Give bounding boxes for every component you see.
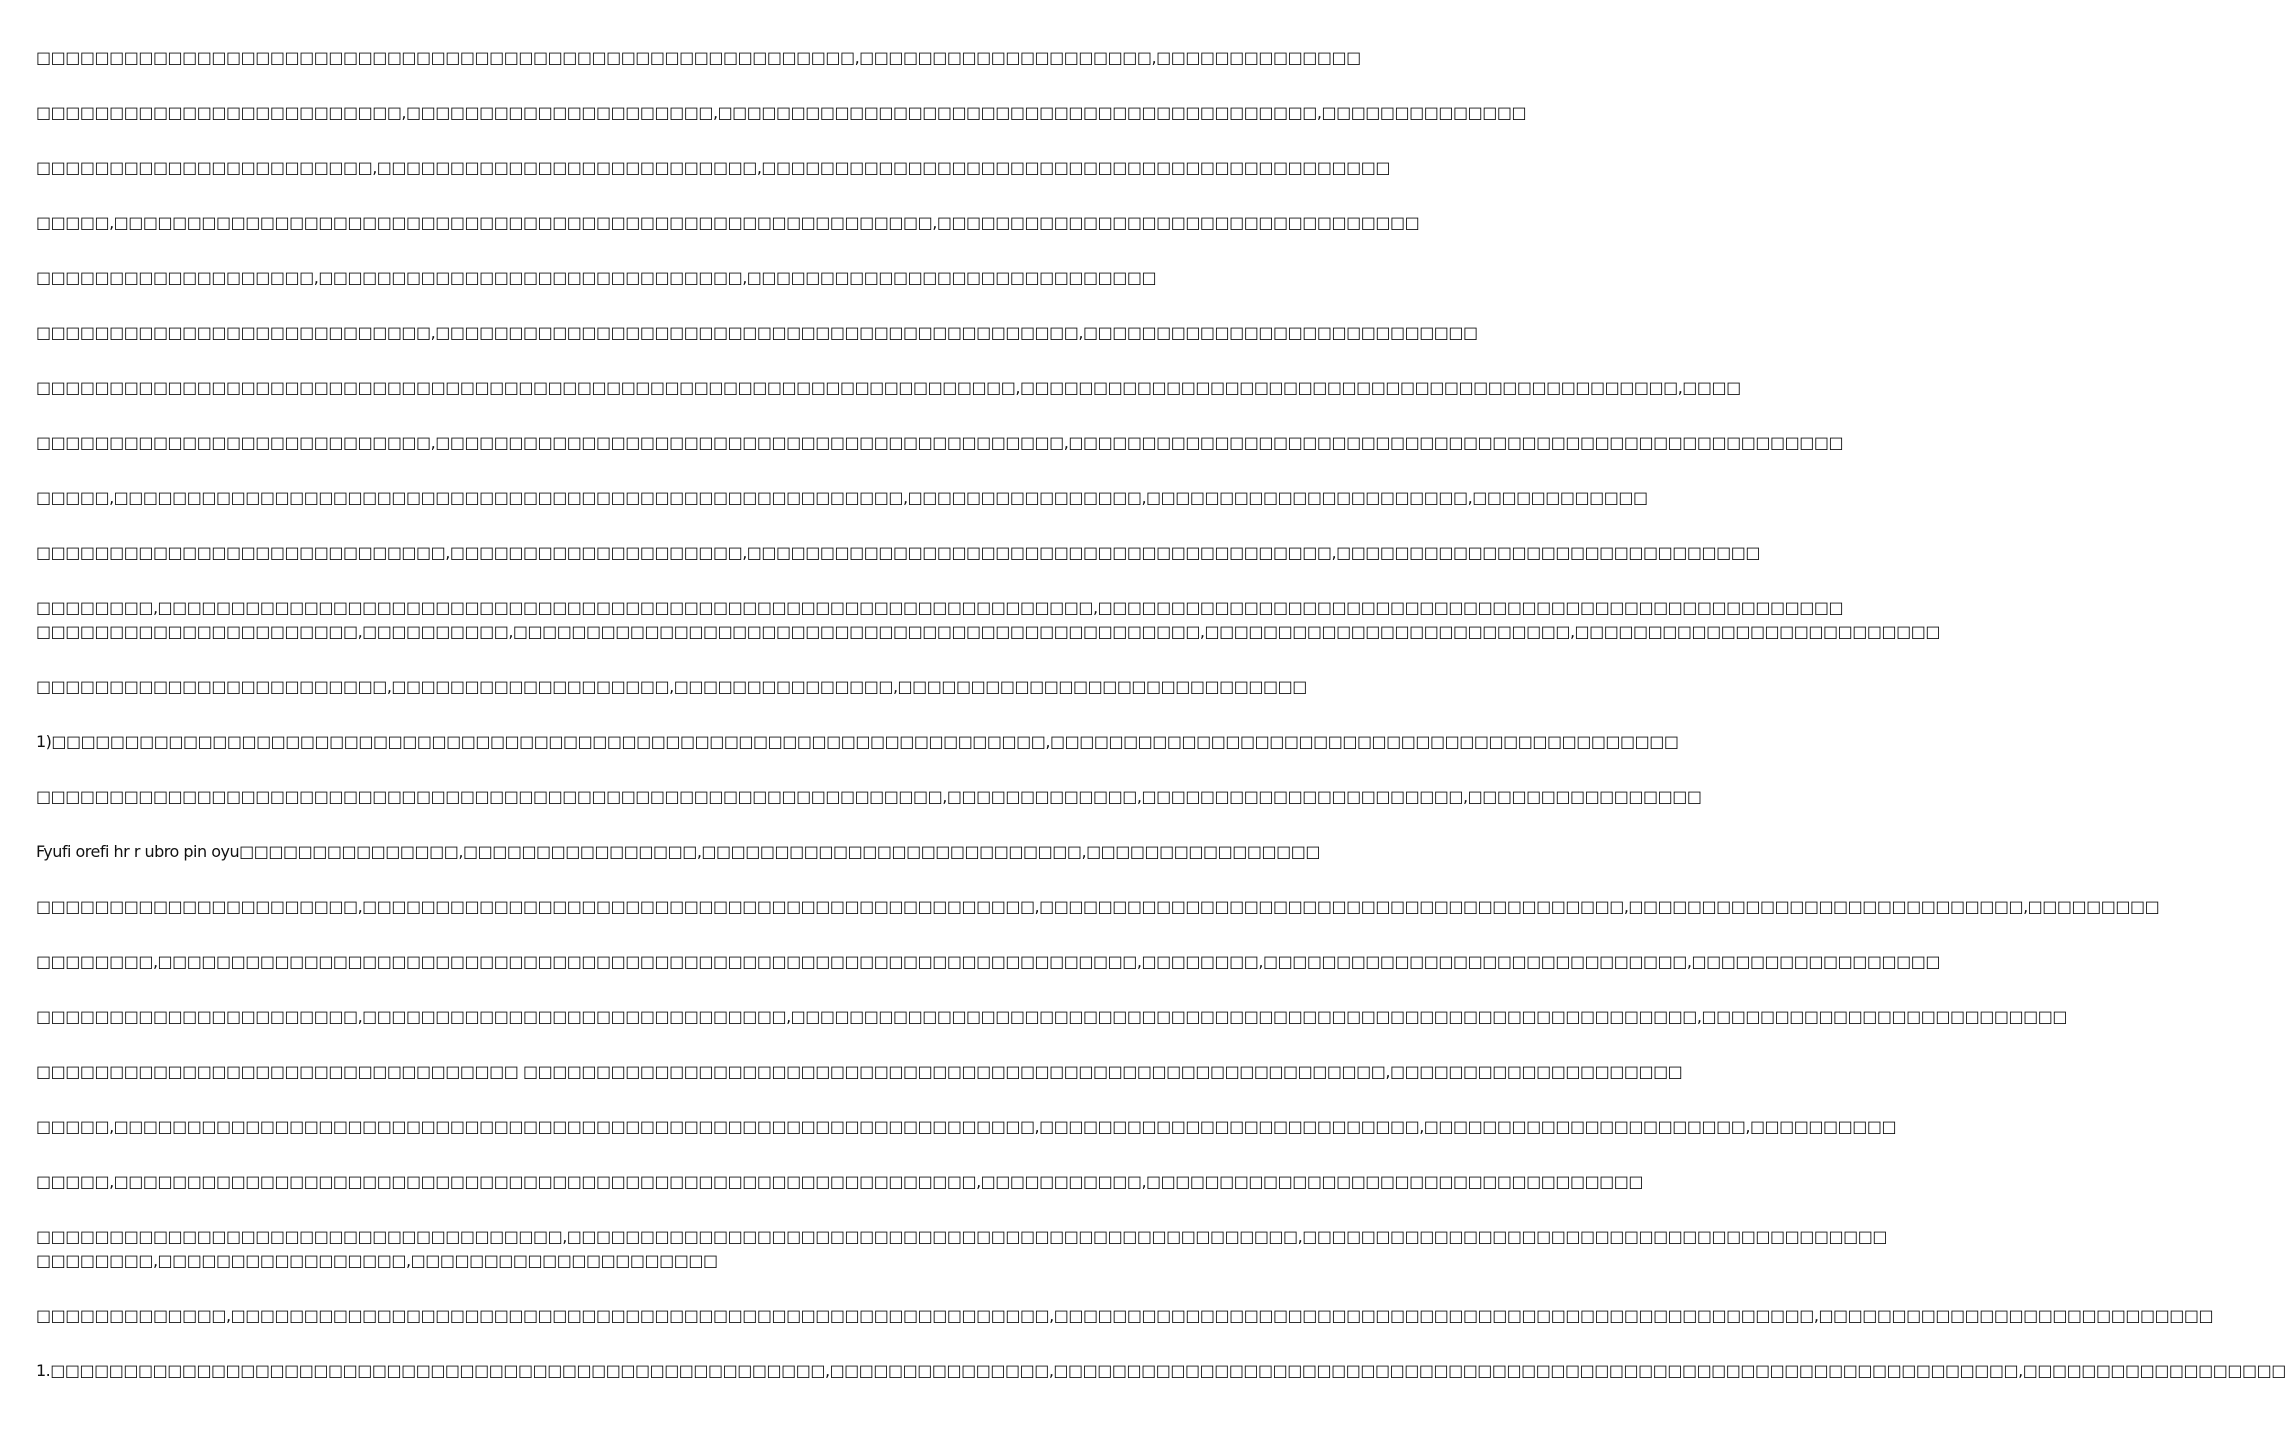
paragraph: □□□□□□□□□□□□□□□□□□□□□□□□□□□□□□□□□□□□□□□□□□□□□□□□□□□□□□□□□□□□□□,□□□□□□□□□□□□□,□□□□□□□□□□□□□□□□□□□□□□,□□□□□□□□□□□□□□□□ bbox=[36, 787, 1702, 806]
paragraph: □□□□□□□□□□□□□□□□□□□□□□□□□,□□□□□□□□□□□□□□□□□□□□□,□□□□□□□□□□□□□□□□□□□□□□□□□□□□□□□□□□□□□□□□□,□□□□□□□□□□□□□□ bbox=[36, 103, 1527, 122]
paragraph: 1.□□□□□□□□□□□□□□□□□□□□□□□□□□□□□□□□□□□□□□□□□□□□□□□□□□□□□,□□□□□□□□□□□□□□□,□□□□□□□□□□□□□□□□□□□□□□□□□□□□□□□□□□□□□□□□□□□□□□□□□□□□□□□□□□□□□□□□□□,□□□□□□□□□□□□□□□□□□ bbox=[36, 1361, 2286, 1380]
paragraph: □□□□□□□□□□□□□□□□□□□□□□,□□□□□□□□□□□□□□□□□□□□□□□□□□□□□□□□□□□□□□□□□□□□□□,□□□□□□□□□□□□□□□□□□□□□□□□□□□□□□□□□□□□□□□□,□□□□□□□□□□□□□□□□□□□□□□□□□□□,□□□□□□□□□ bbox=[36, 897, 2160, 916]
paragraph: □□□□□□□□□□□□□□□□□□□□□□□□□□□□□□□□□ □□□□□□□□□□□□□□□□□□□□□□□□□□□□□□□□□□□□□□□□□□□□□□□□□□□□□□□□□□□,□□□□□□□□□□□□□□□□□□□□ bbox=[36, 1062, 1683, 1081]
paragraph: □□□□□,□□□□□□□□□□□□□□□□□□□□□□□□□□□□□□□□□□□□□□□□□□□□□□□□□□□□□□,□□□□□□□□□□□□□□□□,□□□□□□□□□□□□□□□□□□□□□□,□□□□□□□□□□□□ bbox=[36, 488, 1648, 507]
paragraph: □□□□□□□□□□□□□□□□□□□□□□□□□□□□□□□□□□□□□□□□□□□□□□□□□□□□□□□□□□□□□□□□□□□,□□□□□□□□□□□□□□□□□□□□□□□□□□□□□□□□□□□□□□□□□□□□□,□□□□ bbox=[36, 378, 1741, 397]
paragraph: □□□□□,□□□□□□□□□□□□□□□□□□□□□□□□□□□□□□□□□□□□□□□□□□□□□□□□□□□□□□□□,□□□□□□□□□□□□□□□□□□□□□□□□□□□□□□□□□ bbox=[36, 213, 1420, 232]
paragraph: □□□□□□□□□□□□□□□□□□□□□□,□□□□□□□□□□□□□□□□□□□□□□□□□□□□□,□□□□□□□□□□□□□□□□□□□□□□□□□□□□□□□□□□□□□□□□□□□□□□□□□□□□□□□□□□□□□□,□□□□□□□□□□□□□□□□□□□□□□□□□ bbox=[36, 1007, 2067, 1026]
document-body bbox=[36, 46, 2286, 1414]
paragraph: □□□□□□□□,□□□□□□□□□□□□□□□□□□□□□□□□□□□□□□□□□□□□□□□□□□□□□□□□□□□□□□□□□□□□□□□□,□□□□□□□□□□□□□□□□□□□□□□□□□□□□□□□□□□□□□□□□□□□□□□□□□□□ □□□□□□□□□□□□□□□□□□□□□□,□□□□□□□□□□,□□□□□□□□□□□□□□□□□□□□□□□□□□□□□□□□□□□□□□□□□□□□□□□,□□□□□□□□□□□□□□□□□□□□□□□□□,□□□□□□□□□□□□□□□□□□□□□□□□□ bbox=[36, 598, 1940, 641]
paragraph: □□□□□□□□□□□□□□□□□□□□□□□□□□□,□□□□□□□□□□□□□□□□□□□□□□□□□□□□□□□□□□□□□□□□□□□□,□□□□□□□□□□□□□□□□□□□□□□□□□□□ bbox=[36, 323, 1478, 342]
paragraph: □□□□□□□□□□□□□,□□□□□□□□□□□□□□□□□□□□□□□□□□□□□□□□□□□□□□□□□□□□□□□□□□□□□□□□,□□□□□□□□□□□□□□□□□□□□□□□□□□□□□□□□□□□□□□□□□□□□□□□□□□□□,□□□□□□□□□□□□□□□□□□□□□□□□□□□ bbox=[36, 1306, 2214, 1325]
paragraph: □□□□□□□□□□□□□□□□□□□□□□□□□□□□,□□□□□□□□□□□□□□□□□□□□,□□□□□□□□□□□□□□□□□□□□□□□□□□□□□□□□□□□□□□□□,□□□□□□□□□□□□□□□□□□□□□□□□□□□□□ bbox=[36, 543, 1760, 562]
paragraph: □□□□□□□□□□□□□□□□□□□□□□□,□□□□□□□□□□□□□□□□□□□□□□□□□□,□□□□□□□□□□□□□□□□□□□□□□□□□□□□□□□□□□□□□□□□□□□ bbox=[36, 158, 1390, 177]
paragraph: □□□□□,□□□□□□□□□□□□□□□□□□□□□□□□□□□□□□□□□□□□□□□□□□□□□□□□□□□□□□□□□□□,□□□□□□□□□□□,□□□□□□□□□□□□□□□□□□□□□□□□□□□□□□□□□□ bbox=[36, 1172, 1644, 1191]
paragraph: □□□□□,□□□□□□□□□□□□□□□□□□□□□□□□□□□□□□□□□□□□□□□□□□□□□□□□□□□□□□□□□□□□□□□,□□□□□□□□□□□□□□□□□□□□□□□□□□,□□□□□□□□□□□□□□□□□□□□□□,□□□□□□□□□□ bbox=[36, 1117, 1897, 1136]
paragraph: 1)□□□□□□□□□□□□□□□□□□□□□□□□□□□□□□□□□□□□□□□□□□□□□□□□□□□□□□□□□□□□□□□□□□□□,□□□□□□□□□□□□□□□□□□□□□□□□□□□□□□□□□□□□□□□□□□□ bbox=[36, 732, 1679, 751]
paragraph: □□□□□□□□□□□□□□□□□□□□□□□□□□□□□□□□□□□□,□□□□□□□□□□□□□□□□□□□□□□□□□□□□□□□□□□□□□□□□□□□□□□□□□□,□□□□□□□□□□□□□□□□□□□□□□□□□□□□□□□□□□□□□□□□ □□□□□□□□,□□□□□□□□□□□□□□□□□,□□□□□□□□□□□□□□□□□□□□□ bbox=[36, 1227, 1887, 1270]
paragraph: Fyufi orefi hr r ubro pin oyu□□□□□□□□□□□□□□□,□□□□□□□□□□□□□□□□,□□□□□□□□□□□□□□□□□□□□□□□□□□,□□□□□□□□□□□□□□□□ bbox=[36, 842, 1320, 861]
paragraph: □□□□□□□□□□□□□□□□□□□□□□□□□□□□□□□□□□□□□□□□□□□□□□□□□□□□□□□□,□□□□□□□□□□□□□□□□□□□□,□□□□□□□□□□□□□□ bbox=[36, 48, 1361, 67]
paragraph: □□□□□□□□,□□□□□□□□□□□□□□□□□□□□□□□□□□□□□□□□□□□□□□□□□□□□□□□□□□□□□□□□□□□□□□□□□□□,□□□□□□□□,□□□□□□□□□□□□□□□□□□□□□□□□□□□□□,□□□□□□□□□□□□□□□□□ bbox=[36, 952, 1940, 971]
paragraph: □□□□□□□□□□□□□□□□□□□,□□□□□□□□□□□□□□□□□□□□□□□□□□□□□,□□□□□□□□□□□□□□□□□□□□□□□□□□□□ bbox=[36, 268, 1157, 287]
paragraph: □□□□□□□□□□□□□□□□□□□□□□□□,□□□□□□□□□□□□□□□□□□□,□□□□□□□□□□□□□□□,□□□□□□□□□□□□□□□□□□□□□□□□□□□□ bbox=[36, 677, 1307, 696]
paragraph: □□□□□□□□□□□□□□□□□□□□□□□□□□□,□□□□□□□□□□□□□□□□□□□□□□□□□□□□□□□□□□□□□□□□□□□,□□□□□□□□□□□□□□□□□□□□□□□□□□□□□□□□□□□□□□□□□□□□□□□□□□□□□ bbox=[36, 433, 1844, 452]
